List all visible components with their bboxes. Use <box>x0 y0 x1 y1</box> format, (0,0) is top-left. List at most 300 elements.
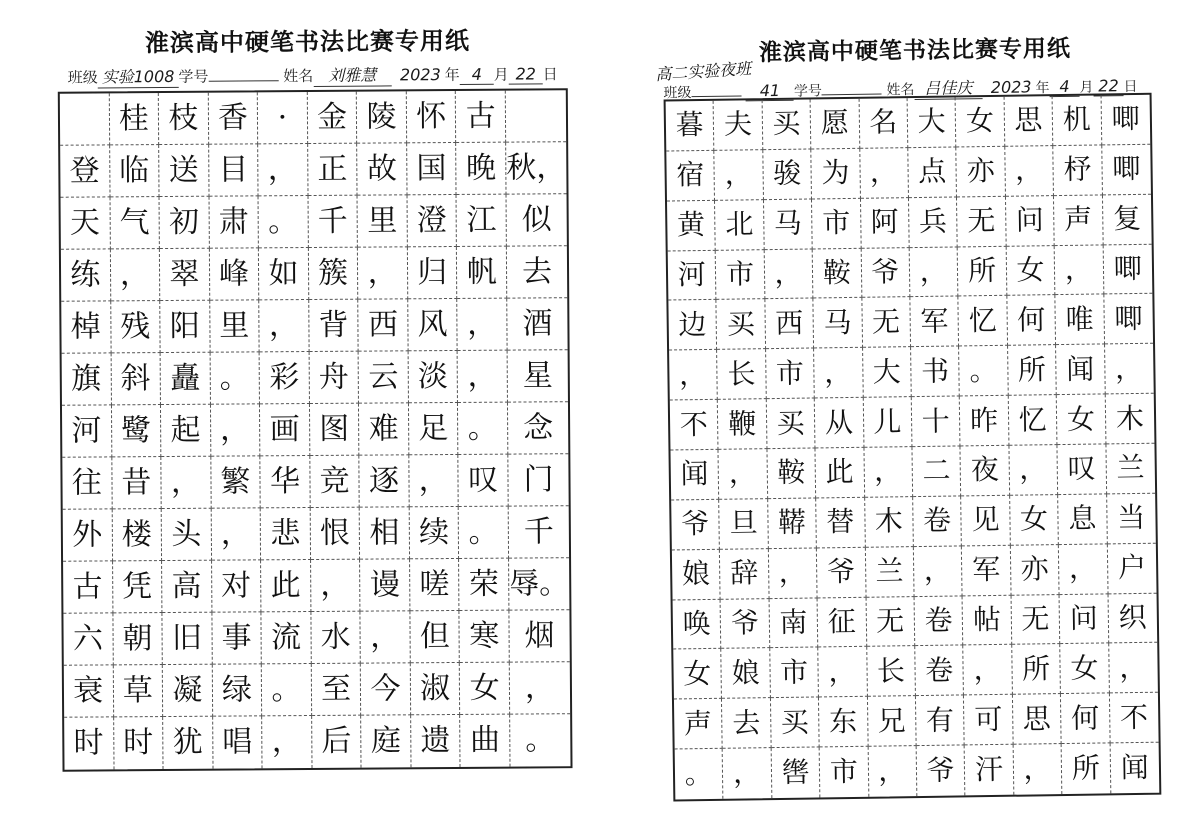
grid-cell: 叹 <box>1058 444 1107 495</box>
grid-cell: 大 <box>863 347 912 398</box>
name-label: 姓名 <box>886 82 915 99</box>
grid-cell: 陵 <box>357 91 407 143</box>
grid-cell: 无 <box>957 196 1006 247</box>
grid-cell: 息 <box>1058 494 1107 545</box>
writing-grid <box>664 93 1162 802</box>
grid-cell: 汗 <box>965 745 1014 796</box>
grid-cell: 卷 <box>915 596 964 647</box>
grid-cell: 故 <box>357 143 407 195</box>
grid-cell: 河 <box>668 250 717 301</box>
grid-cell: 气 <box>110 197 160 249</box>
grid-cell: 思 <box>1004 96 1053 147</box>
grid-cell: 夜 <box>961 446 1010 497</box>
grid-cell: 旧 <box>163 613 213 665</box>
grid-cell: 东 <box>819 697 868 748</box>
grid-cell: 名 <box>859 98 908 149</box>
grid-cell: ， <box>910 247 959 298</box>
grid-cell: 淡 <box>408 351 458 403</box>
grid-cell: 女 <box>1060 644 1109 695</box>
grid-cell: 里 <box>358 195 408 247</box>
grid-cell: 恨 <box>310 508 360 560</box>
day-label: 日 <box>1123 78 1138 96</box>
grid-cell: 鹭 <box>112 405 162 457</box>
grid-cell: 千 <box>509 506 569 558</box>
grid-cell: 所 <box>1008 345 1057 396</box>
grid-cell: 忆 <box>959 296 1008 347</box>
grid-cell: 昨 <box>960 396 1009 447</box>
grid-cell: 所 <box>1012 644 1061 695</box>
grid-cell: 爷 <box>861 248 910 299</box>
grid-cell: 可 <box>964 695 1013 746</box>
grid-cell: 。 <box>262 664 312 716</box>
grid-cell: 桂 <box>109 93 159 145</box>
grid-cell: 朝 <box>113 613 163 665</box>
grid-cell: 十 <box>912 397 961 448</box>
grid-cell: 古 <box>63 561 113 613</box>
grid-cell: 曲 <box>461 715 511 767</box>
grid-cell: ， <box>458 351 508 403</box>
grid-cell: 爷 <box>817 547 866 598</box>
grid-cell: 谩 <box>360 559 410 611</box>
grid-cell: 鞍 <box>813 248 862 299</box>
grid-cell: 舟 <box>309 352 359 404</box>
grid-cell: ， <box>161 457 211 509</box>
date-day: 22 <box>509 64 543 84</box>
grid-cell: ， <box>1059 544 1108 595</box>
grid-cell: 庭 <box>361 715 411 767</box>
grid-cell: 点 <box>908 147 957 198</box>
grid-cell: 唧 <box>1101 95 1150 146</box>
grid-cell: 亦 <box>957 147 1006 198</box>
grid-cell: 续 <box>410 507 460 559</box>
grid-cell: 二 <box>912 446 961 497</box>
grid-cell: · <box>258 92 308 144</box>
grid-cell: 亦 <box>1011 545 1060 596</box>
grid-cell: 替 <box>816 498 865 549</box>
grid-cell: 竞 <box>310 456 360 508</box>
grid-cell: 买 <box>717 300 766 351</box>
grid-cell: 时 <box>64 717 114 769</box>
grid-cell: 遗 <box>411 715 461 767</box>
grid-cell: 当 <box>1107 494 1156 545</box>
grid-cell: 兄 <box>868 696 917 747</box>
grid-cell: 六 <box>63 613 113 665</box>
grid-cell: 正 <box>308 144 358 196</box>
year-label: 年 <box>1035 80 1050 97</box>
grid-cell: 思 <box>1013 694 1062 745</box>
grid-cell: ， <box>964 645 1013 696</box>
grid-cell: 暮 <box>666 101 715 152</box>
grid-cell: 江 <box>457 195 507 247</box>
grid-cell: 娘 <box>672 550 721 601</box>
grid-cell: 大 <box>908 97 957 148</box>
grid-cell: ， <box>769 548 818 599</box>
grid-cell: 星 <box>508 350 568 402</box>
grid-cell: ， <box>311 560 361 612</box>
grid-cell: 儿 <box>863 397 912 448</box>
grid-cell: 兵 <box>909 197 958 248</box>
grid-cell: 何 <box>1061 694 1110 745</box>
grid-cell: 对 <box>212 560 262 612</box>
grid-cell: 犹 <box>163 717 213 769</box>
grid-cell: 练 <box>61 249 111 301</box>
grid-cell: 去 <box>722 698 771 749</box>
grid-cell: 时 <box>114 717 164 769</box>
grid-cell: 画 <box>260 404 310 456</box>
grid-cell: 辱。 <box>509 558 569 610</box>
grid-cell: 。 <box>458 403 508 455</box>
grid-cell: 兰 <box>865 547 914 598</box>
grid-cell: 送 <box>159 145 209 197</box>
grid-cell: 从 <box>815 398 864 449</box>
year-label: 年 <box>444 65 460 85</box>
grid-cell: 水 <box>311 612 361 664</box>
date-year: 2023 <box>990 77 1032 97</box>
grid-cell: 宿 <box>666 151 715 202</box>
grid-cell: 兰 <box>1106 444 1155 495</box>
grid-cell: 门 <box>508 454 568 506</box>
grid-cell: 夫 <box>714 100 763 151</box>
grid-cell: 澄 <box>407 195 457 247</box>
id-value: 41 <box>746 81 794 102</box>
name-value: 刘雅慧 <box>313 62 391 87</box>
grid-cell: ， <box>764 249 813 300</box>
date-month: 4 <box>460 65 494 85</box>
grid-cell: 。 <box>959 346 1008 397</box>
grid-cell: 后 <box>312 716 362 768</box>
grid-cell: 无 <box>866 597 915 648</box>
grid-cell: 。 <box>459 507 509 559</box>
grid-cell: 衰 <box>64 665 114 717</box>
grid-cell: 棹 <box>61 301 111 353</box>
grid-cell: 爷 <box>917 746 966 797</box>
grid-cell: 军 <box>962 545 1011 596</box>
grid-cell: 爷 <box>671 500 720 551</box>
grid-cell: 怀 <box>407 91 457 143</box>
grid-cell: 旦 <box>720 499 769 550</box>
grid-cell: 但 <box>410 611 460 663</box>
grid-cell: 女 <box>1010 495 1059 546</box>
grid-cell: 市 <box>716 250 765 301</box>
grid-cell: 闻 <box>1056 345 1105 396</box>
grid-cell: 风 <box>408 299 458 351</box>
month-label: 月 <box>493 65 509 84</box>
grid-cell: 唱 <box>213 716 263 768</box>
grid-cell: ， <box>211 404 261 456</box>
id-underline <box>822 93 882 95</box>
grid-cell: 寒 <box>460 611 510 663</box>
grid-cell: 军 <box>910 297 959 348</box>
left-calligraphy-sheet <box>17 6 603 810</box>
date-month: 4 <box>1049 77 1079 97</box>
grid-cell: 叹 <box>459 455 509 507</box>
grid-cell: 河 <box>62 405 112 457</box>
grid-cell: 枝 <box>159 93 209 145</box>
grid-cell: 凭 <box>113 561 163 613</box>
grid-cell: 旗 <box>62 353 112 405</box>
grid-cell: 似 <box>507 194 567 246</box>
grid-cell: 所 <box>958 246 1007 297</box>
grid-cell: 帆 <box>457 247 507 299</box>
grid-cell: ， <box>669 350 718 401</box>
grid-cell: ， <box>864 447 913 498</box>
grid-cell: ， <box>1109 643 1158 694</box>
grid-cell: 织 <box>1108 593 1157 644</box>
grid-cell: 娘 <box>722 649 771 700</box>
grid-cell: 爷 <box>721 599 770 650</box>
grid-cell: 为 <box>811 149 860 200</box>
grid-cell: 买 <box>767 399 816 450</box>
grid-cell: 女 <box>1057 395 1106 446</box>
sheet-title: 淮滨高中硬笔书法比赛专用纸 <box>758 34 1072 67</box>
grid-cell: 此 <box>261 560 311 612</box>
grid-cell: 问 <box>1060 594 1109 645</box>
grid-cell: 香 <box>208 92 258 144</box>
grid-cell: 见 <box>962 496 1011 547</box>
grid-cell: 问 <box>1006 196 1055 247</box>
grid-cell: 木 <box>1105 394 1154 445</box>
grid-cell: 目 <box>209 144 259 196</box>
grid-cell: 边 <box>668 300 717 351</box>
grid-cell: 市 <box>766 349 815 400</box>
grid-cell: 繁 <box>211 456 261 508</box>
grid-cell: 市 <box>770 648 819 699</box>
grid-cell: 户 <box>1107 543 1156 594</box>
day-label: 日 <box>542 65 558 84</box>
grid-cell: 千 <box>308 196 358 248</box>
grid-cell: 女 <box>460 663 510 715</box>
grid-cell: ， <box>510 662 570 714</box>
grid-cell: 至 <box>312 664 362 716</box>
grid-cell: 晚 <box>457 143 507 195</box>
grid-cell: 杼 <box>1053 145 1102 196</box>
grid-cell: 辔 <box>771 748 820 799</box>
grid-cell: ， <box>818 647 867 698</box>
grid-cell: 女 <box>673 649 722 700</box>
grid-cell: ， <box>211 508 261 560</box>
grid-cell: ， <box>1005 146 1054 197</box>
right-calligraphy-sheet <box>644 10 1195 817</box>
class-label: 班级 <box>663 85 692 102</box>
grid-cell: 征 <box>818 597 867 648</box>
grid-cell: 闻 <box>670 450 719 501</box>
grid-cell: ， <box>258 144 308 196</box>
grid-cell: 南 <box>769 598 818 649</box>
grid-cell: 不 <box>670 400 719 451</box>
grid-cell: 复 <box>1103 194 1152 245</box>
grid-cell: ， <box>1105 344 1154 395</box>
grid-cell: 难 <box>359 403 409 455</box>
grid-cell: 草 <box>113 665 163 717</box>
grid-cell: 无 <box>862 298 911 349</box>
grid-cell: 归 <box>408 247 458 299</box>
grid-cell: 荣 <box>459 559 509 611</box>
grid-cell: 昔 <box>112 457 162 509</box>
grid-cell <box>60 93 110 145</box>
grid-cell: 簇 <box>309 248 359 300</box>
date-year: 2023 <box>399 65 441 85</box>
grid-cell: 峰 <box>210 248 260 300</box>
grid-cell: 翠 <box>160 249 210 301</box>
id-label: 学号 <box>178 67 209 86</box>
grid-cell: ， <box>458 299 508 351</box>
grid-cell: ， <box>814 348 863 399</box>
grid-cell: 肃 <box>209 196 259 248</box>
grid-cell: 此 <box>816 448 865 499</box>
grid-cell: 凝 <box>163 665 213 717</box>
grid-cell: 逐 <box>360 455 410 507</box>
grid-cell: 事 <box>212 612 262 664</box>
grid-cell: 高 <box>162 561 212 613</box>
grid-cell: 马 <box>764 199 813 250</box>
grid-cell: 愿 <box>811 99 860 150</box>
grid-cell: 买 <box>762 99 811 150</box>
name-label: 姓名 <box>283 66 314 86</box>
grid-cell: 长 <box>867 647 916 698</box>
grid-cell: 机 <box>1053 95 1102 146</box>
student-info-row <box>68 61 558 88</box>
grid-cell: 唧 <box>1104 294 1153 345</box>
grid-cell: 声 <box>1054 195 1103 246</box>
grid-cell: ， <box>914 546 963 597</box>
grid-cell: ， <box>361 611 411 663</box>
grid-cell: 西 <box>765 299 814 350</box>
grid-cell: ， <box>262 716 312 768</box>
grid-cell: 辞 <box>720 549 769 600</box>
grid-cell: 往 <box>62 457 112 509</box>
grid-cell: 相 <box>360 507 410 559</box>
grid-cell: ， <box>860 148 909 199</box>
grid-cell: 背 <box>309 300 359 352</box>
grid-cell: 所 <box>1062 744 1111 795</box>
grid-cell: 起 <box>161 405 211 457</box>
id-value <box>208 80 278 81</box>
writing-grid <box>58 88 573 772</box>
grid-cell: 唯 <box>1056 295 1105 346</box>
grid-cell: 声 <box>674 699 723 750</box>
grid-cell: 木 <box>865 497 914 548</box>
grid-cell: 流 <box>262 612 312 664</box>
grid-cell: 金 <box>308 92 358 144</box>
grid-cell: 长 <box>717 349 766 400</box>
grid-cell: 酒 <box>507 298 567 350</box>
grid-cell: 里 <box>210 300 260 352</box>
grid-cell: 嗟 <box>410 559 460 611</box>
grid-cell: 书 <box>911 347 960 398</box>
grid-cell: 闻 <box>1120 750 1149 785</box>
grid-cell: 无 <box>1011 595 1060 646</box>
grid-cell: 天 <box>61 197 111 249</box>
grid-cell: 黄 <box>667 201 716 252</box>
grid-cell: 矗 <box>161 353 211 405</box>
grid-cell: 彩 <box>260 352 310 404</box>
grid-cell: 市 <box>820 747 869 798</box>
grid-cell: 残 <box>111 301 161 353</box>
grid-cell: 念 <box>508 402 568 454</box>
grid-cell: 头 <box>162 509 212 561</box>
grid-cell: 国 <box>407 143 457 195</box>
class-underline <box>692 95 742 97</box>
grid-cell: 买 <box>771 698 820 749</box>
grid-cell: 云 <box>359 351 409 403</box>
grid-cell: 鞍 <box>767 448 816 499</box>
grid-cell: 淑 <box>411 663 461 715</box>
grid-cell: 鞭 <box>718 399 767 450</box>
class-label: 班级 <box>67 68 98 87</box>
grid-cell: ， <box>358 247 408 299</box>
grid-cell: 初 <box>160 197 210 249</box>
grid-cell: 楼 <box>112 509 162 561</box>
grid-cell: 。 <box>525 722 556 758</box>
grid-cell: 唤 <box>673 599 722 650</box>
month-label: 月 <box>1079 79 1094 96</box>
grid-cell: ， <box>409 455 459 507</box>
class-value: 高二实验夜班 <box>654 58 752 85</box>
grid-cell: 女 <box>956 97 1005 148</box>
grid-cell: 临 <box>110 145 160 197</box>
grid-cell: 秋， <box>506 142 566 194</box>
grid-cell: 烟 <box>509 610 569 662</box>
grid-cell: 绿 <box>212 664 262 716</box>
grid-cell: 悲 <box>261 508 311 560</box>
grid-cell: ， <box>719 449 768 500</box>
grid-cell: 图 <box>310 404 360 456</box>
grid-cell: 去 <box>507 246 567 298</box>
grid-cell: 足 <box>409 403 459 455</box>
grid-cell: ， <box>1055 245 1104 296</box>
grid-cell: 。 <box>210 352 260 404</box>
grid-cell: 马 <box>814 298 863 349</box>
grid-cell: ， <box>259 300 309 352</box>
grid-cell: 唧 <box>1103 244 1152 295</box>
class-value: 实验1008 <box>98 64 179 89</box>
grid-cell: ， <box>1009 445 1058 496</box>
grid-cell: 忆 <box>1009 395 1058 446</box>
grid-cell: 帖 <box>963 595 1012 646</box>
grid-cell <box>506 90 566 142</box>
grid-cell: 卷 <box>915 646 964 697</box>
grid-cell: 斜 <box>111 353 161 405</box>
sheet-title: 淮滨高中硬笔书法比赛专用纸 <box>144 25 471 58</box>
grid-cell: 市 <box>812 199 861 250</box>
grid-cell: 阿 <box>861 198 910 249</box>
grid-cell: 登 <box>60 145 110 197</box>
grid-cell: 唧 <box>1102 145 1151 196</box>
grid-cell: 今 <box>361 663 411 715</box>
grid-cell: 阳 <box>160 301 210 353</box>
grid-cell: 女 <box>1006 246 1055 297</box>
grid-cell: ， <box>868 746 917 797</box>
grid-cell: 卷 <box>913 496 962 547</box>
grid-cell: 。 <box>259 196 309 248</box>
grid-cell: ， <box>1013 744 1062 795</box>
grid-cell: ， <box>110 249 160 301</box>
grid-cell: 西 <box>359 299 409 351</box>
grid-cell: 何 <box>1007 296 1056 347</box>
date-day: 22 <box>1093 76 1123 96</box>
grid-cell: 如 <box>259 248 309 300</box>
grid-cell: ， <box>723 748 772 799</box>
name-value: 吕佳庆 <box>914 75 982 100</box>
grid-cell: 骏 <box>763 149 812 200</box>
grid-cell: 鞯 <box>768 498 817 549</box>
grid-cell: 外 <box>63 509 113 561</box>
id-label: 学号 <box>793 83 823 100</box>
grid-cell: 不 <box>1110 693 1159 744</box>
grid-cell: ， <box>715 150 764 201</box>
grid-cell: 北 <box>715 200 764 251</box>
grid-cell: 古 <box>456 91 506 143</box>
